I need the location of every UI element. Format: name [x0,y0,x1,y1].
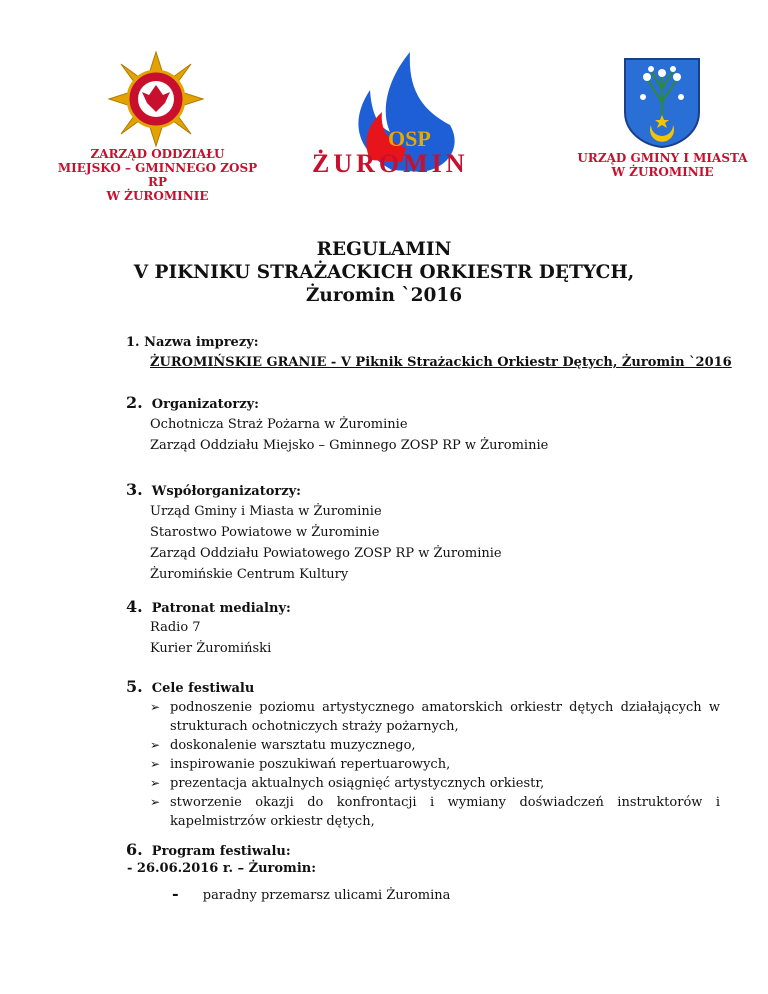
co-organizers-list [150,501,502,585]
program-item-text: paradny przemarsz ulicami Żuromina [202,888,451,903]
list-item: Zarząd Oddziału Powiatowego ZOSP RP w Żurominie [150,546,502,561]
section-title: Współorganizatorzy: [151,484,301,499]
section-number: 3. [126,480,143,499]
list-item: Radio 7 [150,620,201,635]
coat-of-arms [623,57,701,149]
section-number: 6. [126,840,143,859]
list-item: Urząd Gminy i Miasta w Żurominie [150,504,382,519]
organizers-list [150,414,548,456]
list-item: Ochotnicza Straż Pożarna w Żurominie [150,417,408,432]
section-title: Patronat medialny: [151,601,291,616]
document-title [0,238,768,307]
event-name: ŻUROMIŃSKIE GRANIE - V Piknik Strażackich Orkiestr Dętych, Żuromin `2016 [150,355,732,370]
left-caption-line: MIEJSKO – GMINNEGO ZOSP RP [57,161,258,189]
section-number: 2. [126,393,143,412]
svg-text:OSP: OSP [388,126,431,151]
section5-heading [126,677,254,696]
list-item: Żuromińskie Centrum Kultury [150,567,349,582]
osp-zuromin-logo [310,50,510,178]
section-number: 4. [126,597,143,616]
list-item: ➢ prezentacja aktualnych osiągnięć artystycznych orkiestr, [150,774,720,793]
dash-marker: - [172,884,179,903]
program-item [172,884,450,903]
title-line: V PIKNIKU STRAŻACKICH ORKIESTR DĘTYCH, [133,262,635,283]
list-item: ➢ stworzenie okazji do konfrontacji i wymiany doświadczeń instruktorów i kapelmistrzów orkiestr dętych, [150,793,720,831]
section-title: Organizatorzy: [151,397,259,412]
svg-text:ŻUROMIN: ŻUROMIN [312,149,469,178]
section1-heading: 1. Nazwa imprezy: [126,335,259,350]
left-caption [50,147,265,203]
section-number: 5. [126,677,143,696]
right-caption-line: URZĄD GMINY I MIASTA [577,151,748,165]
list-item: ➢ doskonalenie warsztatu muzycznego, [150,736,720,755]
right-caption [560,151,765,179]
zosp-logo [107,50,205,148]
section4-heading [126,597,291,616]
section3-heading [126,480,301,499]
list-item: ➢ inspirowanie poszukiwań repertuarowych, [150,755,720,774]
title-line: Żuromin `2016 [305,285,463,306]
program-date: - 26.06.2016 r. – Żuromin: [127,861,317,876]
section-title: Program festiwalu: [151,844,291,859]
section-title: Cele festiwalu [151,681,255,696]
list-item: Zarząd Oddziału Miejsko – Gminnego ZOSP RP w Żurominie [150,438,549,453]
list-item: Kurier Żuromiński [150,641,272,656]
title-line: REGULAMIN [316,239,452,260]
section6-heading [126,840,291,859]
list-item: ➢ podnoszenie poziomu artystycznego amatorskich orkiestr dętych działających w strukturach ochotniczych straży pożarnych, [150,698,720,736]
list-item: Starostwo Powiatowe w Żurominie [150,525,380,540]
section2-heading [126,393,259,412]
left-caption-line: W ŻUROMINIE [106,189,209,203]
left-caption-line: ZARZĄD ODDZIAŁU [90,147,225,161]
media-patrons-list [150,617,271,659]
goals-list [150,698,720,831]
right-caption-line: W ŻUROMINIE [611,165,714,179]
